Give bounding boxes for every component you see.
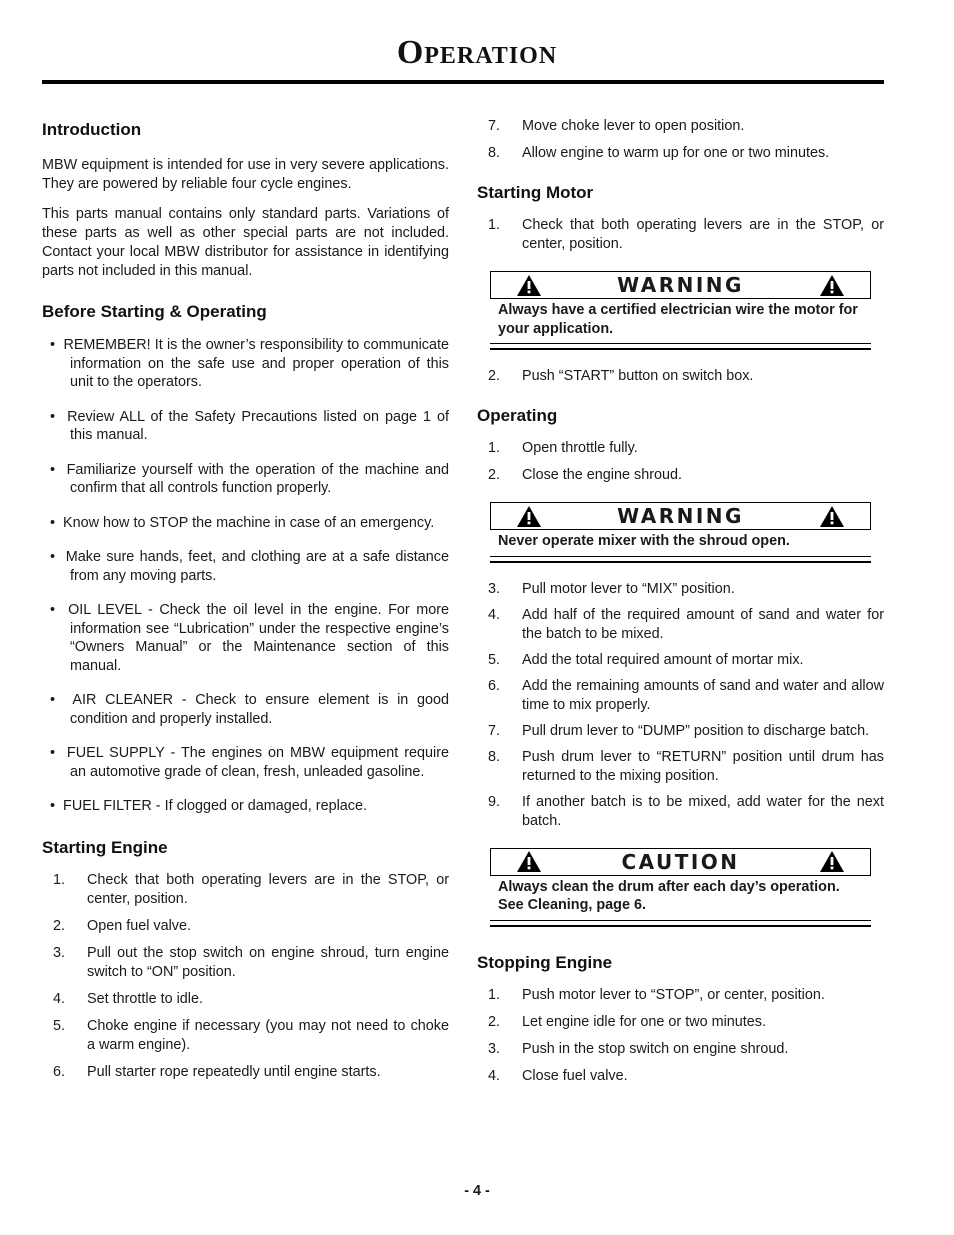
- caution-triangle-icon: [820, 851, 844, 872]
- step-item: 6. Pull starter rope repeatedly until engine starts.: [53, 1063, 381, 1080]
- stopping-engine-heading: Stopping Engine: [477, 952, 613, 972]
- caution-bottom-rule: [490, 920, 871, 927]
- step-item: 8. Allow engine to warm up for one or two minutes.: [488, 145, 830, 161]
- step-item: 5. Choke engine if necessary (you may not need to choke a warm engine).: [53, 1017, 449, 1053]
- bullet-item: • FUEL FILTER - If clogged or damaged, replace.: [50, 798, 367, 814]
- warning-word: WARNING: [617, 504, 744, 528]
- step-item: 2. Open fuel valve.: [53, 917, 191, 934]
- intro-heading: Introduction: [42, 120, 142, 139]
- caution-triangle-icon: [517, 851, 541, 872]
- bullet-item: • FUEL SUPPLY - The engines on MBW equipment require an automotive grade of clean, fresh, unleaded gasoline.: [50, 745, 449, 780]
- right-column: [477, 117, 884, 1086]
- caution-header: [490, 848, 871, 876]
- warning-triangle-icon: [820, 506, 844, 527]
- step-item: 2. Let engine idle for one or two minutes.: [488, 1013, 766, 1030]
- warning-text: Never operate mixer with the shroud open.: [498, 533, 790, 549]
- step-item: 4. Set throttle to idle.: [53, 990, 203, 1007]
- warning-box: [490, 502, 871, 563]
- warning-header: [490, 502, 871, 530]
- warning-triangle-icon: [820, 275, 844, 296]
- step-item: 1. Open throttle fully.: [488, 440, 638, 456]
- starting-engine-heading: Starting Engine: [42, 837, 168, 857]
- step-item: 6. Add the remaining amounts of sand and water and allow time to mix properly.: [488, 677, 884, 713]
- warning-bottom-rule: [490, 343, 871, 350]
- warning-text: Always have a certified electrician wire the motor for your application.: [498, 302, 858, 337]
- bullet-item: • Know how to STOP the machine in case of an emergency.: [50, 514, 435, 531]
- step-item: 8. Push drum lever to “RETURN” position until drum has returned to the mixing position.: [488, 748, 884, 784]
- starting-motor-heading: Starting Motor: [477, 183, 594, 202]
- step-item: 7. Move choke lever to open position.: [488, 118, 745, 134]
- title-rule: [42, 80, 884, 84]
- step-item: 3. Push in the stop switch on engine shroud.: [488, 1040, 789, 1057]
- step-item: 3. Pull out the stop switch on engine shroud, turn engine switch to “ON” position.: [53, 944, 449, 980]
- step-item: 1. Check that both operating levers are in the STOP, or center, position.: [53, 871, 449, 907]
- step-item: 4. Close fuel valve.: [488, 1067, 628, 1084]
- warning-word: WARNING: [617, 273, 744, 297]
- bullet-item: • REMEMBER! It is the owner’s responsibility to communicate information on the safe use and proper operation of this unit to the operators.: [50, 337, 449, 390]
- intro-paragraph-1: MBW equipment is intended for use in very severe applications. They are powered by reliable four cycle engines.: [42, 157, 449, 192]
- step-item: 4. Add half of the required amount of sand and water for the batch to be mixed.: [488, 606, 884, 642]
- left-column: [42, 116, 449, 1082]
- step-item: 2. Push “START” button on switch box.: [488, 368, 754, 384]
- bullet-item: • AIR CLEANER - Check to ensure element is in good condition and properly installed.: [50, 692, 449, 727]
- caution-word: CAUTION: [621, 849, 740, 874]
- caution-box: [490, 848, 871, 927]
- caution-text: Always clean the drum after each day’s operation. See Cleaning, page 6.: [498, 878, 840, 913]
- warning-triangle-icon: [517, 506, 541, 527]
- step-item: 3. Pull motor lever to “MIX” position.: [488, 580, 735, 597]
- warning-bottom-rule: [490, 556, 871, 563]
- page-title: Operation: [396, 34, 558, 71]
- bullet-item: • Make sure hands, feet, and clothing are at a safe distance from any moving parts.: [50, 549, 449, 584]
- warning-box: [490, 271, 871, 350]
- step-item: 5. Add the total required amount of mortar mix.: [488, 651, 804, 668]
- step-item: 1. Push motor lever to “STOP”, or center, position.: [488, 986, 825, 1003]
- operating-heading: Operating: [477, 406, 558, 425]
- intro-paragraph-2: This parts manual contains only standard parts. Variations of these parts as well as other special parts are not included. Contact your local MBW distributor for assistance in identifying parts not included in this manual.: [42, 206, 449, 279]
- bullet-item: • OIL LEVEL - Check the oil level in the engine. For more information see “Lubrication” under the respective engine’s “Owners Manual” or the Maintenance section of this manual.: [50, 602, 449, 674]
- step-item: 7. Pull drum lever to “DUMP” position to discharge batch.: [488, 722, 870, 739]
- before-heading: Before Starting & Operating: [42, 302, 267, 321]
- step-item: 1. Check that both operating levers are in the STOP, or center, position.: [488, 217, 884, 252]
- bullet-item: • Familiarize yourself with the operation of the machine and confirm that all controls function properly.: [50, 461, 449, 496]
- warning-triangle-icon: [517, 275, 541, 296]
- step-item: 9. If another batch is to be mixed, add water for the next batch.: [488, 793, 884, 829]
- step-item: 2. Close the engine shroud.: [488, 467, 683, 483]
- warning-header: [490, 271, 871, 299]
- page-number: - 4 -: [464, 1183, 490, 1199]
- bullet-item: • Review ALL of the Safety Precautions listed on page 1 of this manual.: [50, 408, 449, 443]
